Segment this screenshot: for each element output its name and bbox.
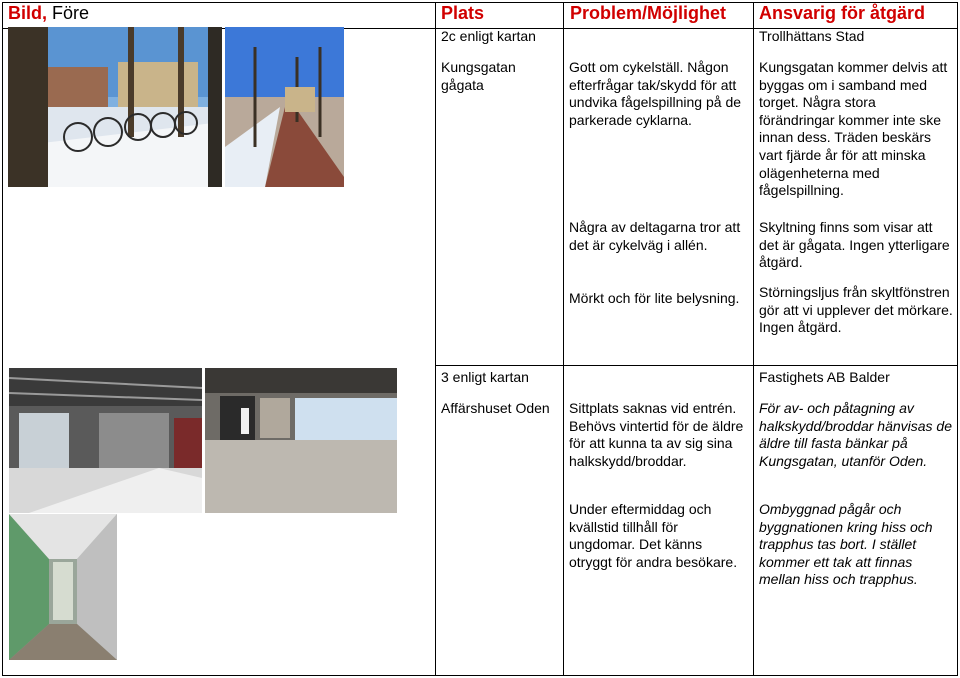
photo-oden-hall (205, 368, 397, 513)
photo-oden-entrance (9, 368, 202, 513)
problem-text: Sittplats saknas vid entrén. Behövs vintertid för de äldre för att kunna ta av sig sina halkskydd/broddar. (569, 400, 744, 469)
action-text: Störningsljus från skyltfönstren gör att vi upplever det mörkare. Ingen åtgärd. (759, 284, 953, 336)
header-photo-column: Bild, Före (8, 3, 90, 23)
action-text: Skyltning finns som visar att det är gågata. Ingen ytterligare åtgärd. (759, 219, 950, 271)
photo-bicycle-racks (8, 27, 222, 187)
map-reference: 2c enligt kartan (441, 28, 536, 44)
problem-text: Mörkt och för lite belysning. (569, 290, 740, 306)
problem-text: Under eftermiddag och kvällstid tillhåll för ungdomar. Det känns otryggt för andra besökare. (569, 501, 738, 570)
problem-text: Gott om cykelställ. Någon efterfrågar tak/skydd för att undvika fågelspillning på de parkerade cyklarna. (569, 59, 742, 128)
place-name: Affärshuset Oden (441, 400, 550, 416)
column-divider (563, 3, 564, 675)
place-name: Kungsgatan gågata (441, 59, 516, 93)
action-text: Ombyggnad pågår och byggnationen kring hiss och trapphus tas bort. I stället kommer ett tak att finnas mellan hiss och trapphus. (759, 501, 933, 588)
header-problem-column: Problem/Möjlighet (570, 3, 727, 23)
action-text: För av- och påtagning av halkskydd/broddar hänvisas de äldre till fasta bänkar på Kungsgatan, utanför Oden. (759, 400, 953, 469)
problem-text: Några av deltagarna tror att det är cykelväg i allén. (569, 219, 741, 253)
photo-oden-corridor (9, 514, 117, 660)
column-divider (435, 3, 436, 675)
header-place-column: Plats (441, 3, 485, 23)
photo-tree-avenue (225, 27, 344, 187)
row-divider (435, 365, 957, 366)
header-responsible-column: Ansvarig för åtgärd (759, 3, 926, 23)
map-reference: 3 enligt kartan (441, 369, 529, 385)
action-text: Kungsgatan kommer delvis att byggas om i samband med torget. Några stora förändringar kommer inte ske innan dess. Träden beskärs vart fjärde år för att minska olägenheterna med fågelspillning. (759, 59, 948, 199)
responsible-organization: Fastighets AB Balder (759, 369, 890, 385)
column-divider (753, 3, 754, 675)
responsible-organization: Trollhättans Stad (759, 28, 865, 44)
